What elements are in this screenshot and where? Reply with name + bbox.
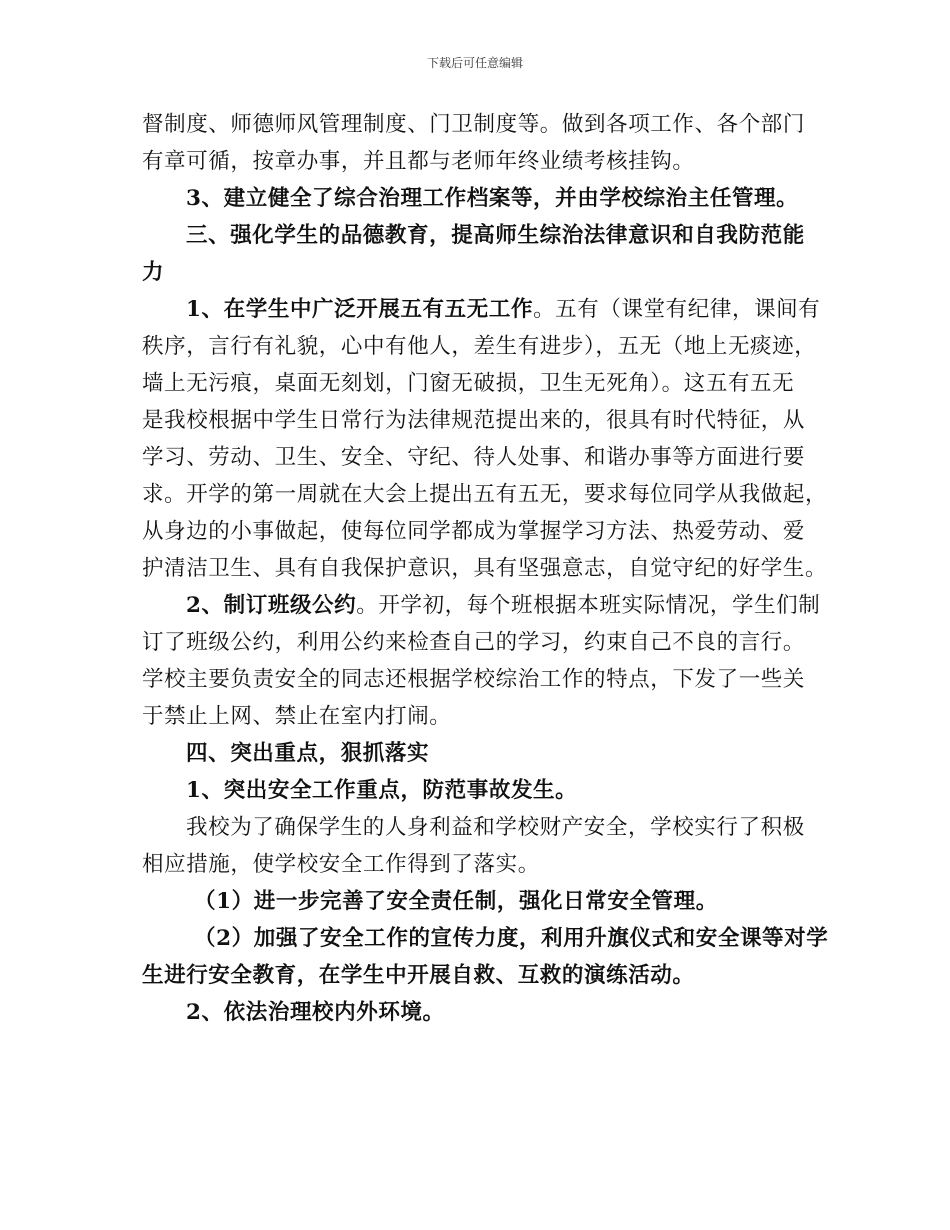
text-line: 秩序，言行有礼貌，心中有他人，差生有进步），五无（地上无痰迹， — [142, 334, 817, 359]
text-line: 护清洁卫生、具有自我保护意识，具有坚强意志，自觉守纪的好学生。 — [142, 556, 828, 581]
text-line: 求。开学的第一周就在大会上提出五有五无，要求每位同学从我做起， — [142, 482, 828, 507]
section-heading-4: 四、突出重点，狠抓落实 — [186, 741, 430, 766]
text-line: 有章可循，按章办事，并且都与老师年终业绩考核挂钩。 — [142, 149, 695, 174]
text-line: 相应措施，使学校安全工作得到了落实。 — [142, 852, 540, 877]
document-body — [142, 106, 829, 1031]
list-item-1: （1）进一步完善了安全责任制，强化日常安全管理。 — [194, 889, 718, 914]
text-line: 于禁止上网、禁止在室内打闹。 — [142, 704, 452, 729]
paragraph-regulations — [142, 106, 818, 180]
subheading-environment: 2、依法治理校内外环境。 — [186, 1000, 445, 1025]
text-line: 是我校根据中学生日常行为法律规范提出来的，很具有时代特征，从 — [142, 408, 806, 433]
text-run: 。开学初，每个班根据本班实际情况，学生们制 — [356, 593, 821, 618]
paragraph-class-convention — [142, 587, 821, 735]
text-line: 墙上无污痕，桌面无刻划，门窗无破损，卫生无死角）。这五有五无 — [142, 371, 795, 396]
subheading-inline: 2、制订班级公约 — [186, 593, 357, 618]
heading-line: 力 — [142, 260, 165, 285]
text-line: 订了班级公约，利用公约来检查自己的学习，约束自己不良的言行。 — [142, 630, 806, 655]
heading-line: 三、强化学生的品德教育，提高师生综治法律意识和自我防范能 — [186, 223, 805, 248]
paragraph-safety-measures — [142, 809, 818, 883]
text-run: 。五有（课堂有纪律，课间有 — [533, 297, 821, 322]
page-header: 下载后可任意编辑 — [426, 56, 523, 70]
text-line: 督制度、师德师风管理制度、门卫制度等。做到各项工作、各个部门 — [142, 112, 806, 137]
paragraph-five-haves — [142, 291, 828, 587]
text-line: 学习、劳动、卫生、安全、守纪、待人处事、和谐办事等方面进行要 — [142, 445, 806, 470]
text-line: 生进行安全教育，在学生中开展自救、互救的演练活动。 — [142, 963, 695, 988]
text-line: 我校为了确保学生的人身利益和学校财产安全，学校实行了积极 — [186, 815, 805, 840]
text-line: 学校主要负责安全的同志还根据学校综治工作的特点，下发了一些关 — [142, 667, 806, 692]
list-item-2 — [142, 920, 829, 994]
subheading-safety: 1、突出安全工作重点，防范事故发生。 — [186, 778, 578, 803]
paragraph-archives: 3、建立健全了综合治理工作档案等，并由学校综治主任管理。 — [186, 186, 799, 211]
text-line — [142, 291, 821, 328]
text-line: 从身边的小事做起，使每位同学都成为掌握学习方法、热爱劳动、爱 — [142, 519, 806, 544]
section-heading-3 — [142, 217, 818, 291]
subheading-inline: 1、在学生中广泛开展五有五无工作 — [186, 297, 534, 322]
text-line — [142, 587, 821, 624]
text-line: （2）加强了安全工作的宣传力度，利用升旗仪式和安全课等对学 — [194, 926, 829, 951]
